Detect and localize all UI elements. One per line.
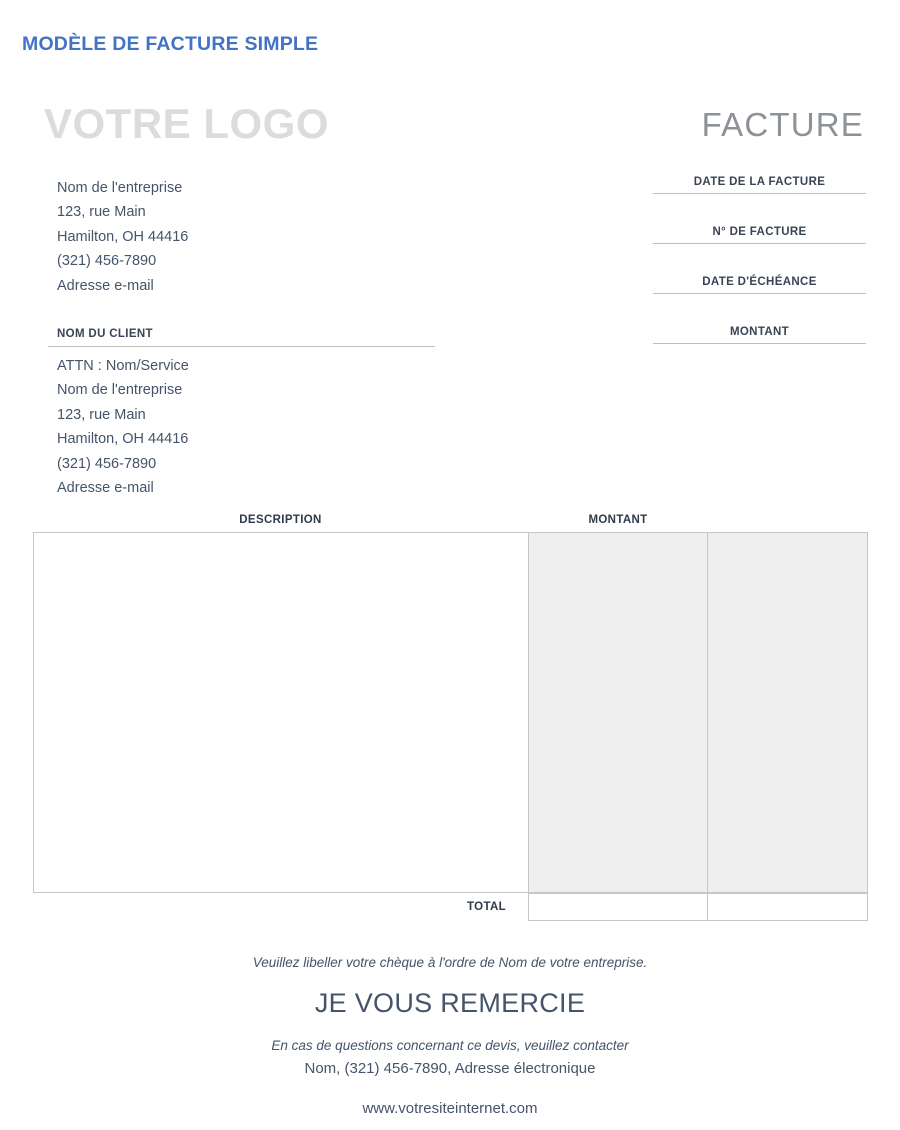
website-link[interactable]: www.votresiteinternet.com (362, 1100, 538, 1117)
invoice-number-input[interactable] (653, 244, 866, 261)
contact-intro-text: En cas de questions concernant ce devis, veuillez contacter (271, 1038, 629, 1053)
client-line[interactable]: 123, rue Main (57, 406, 146, 423)
company-line[interactable]: Nom de l'entreprise (57, 180, 183, 196)
page-title: MODÈLE DE FACTURE SIMPLE (22, 33, 319, 55)
field-label: N° DE FACTURE (712, 226, 807, 238)
field-invoice-date (653, 176, 866, 211)
total-label: TOTAL (466, 901, 506, 913)
client-address-block (57, 354, 397, 500)
check-payable-note: Veuillez libeller votre chèque à l'ordre de Nom de votre entreprise. (252, 955, 648, 970)
amount-entry-column-primary[interactable] (528, 533, 708, 892)
client-name-label[interactable]: NOM DU CLIENT (57, 328, 153, 340)
client-divider (48, 346, 435, 347)
field-invoice-number (653, 226, 866, 261)
client-line[interactable]: ATTN : Nom/Service (57, 358, 189, 374)
client-line[interactable]: Hamilton, OH 44416 (57, 431, 189, 448)
field-due-date (653, 276, 866, 311)
company-line[interactable]: 123, rue Main (57, 204, 146, 221)
total-value-cell[interactable] (528, 893, 708, 921)
field-amount-due (653, 326, 866, 361)
company-line[interactable]: Adresse e-mail (57, 277, 154, 294)
company-address-block (57, 176, 387, 298)
thank-you-message: JE VOUS REMERCIE (314, 988, 586, 1018)
field-label: DATE D'ÉCHÉANCE (702, 276, 817, 288)
invoice-date-input[interactable] (653, 194, 866, 211)
client-line[interactable]: Adresse e-mail (57, 480, 154, 497)
client-heading-block (48, 328, 435, 347)
column-header-amount: MONTANT (588, 514, 648, 526)
client-line[interactable]: (321) 456-7890 (57, 455, 157, 472)
amount-due-input[interactable] (653, 344, 866, 361)
company-line[interactable]: Hamilton, OH 44416 (57, 228, 189, 245)
total-row (33, 893, 868, 921)
column-header-description: DESCRIPTION (239, 514, 322, 526)
logo-placeholder[interactable]: VOTRE LOGO (44, 100, 330, 147)
due-date-input[interactable] (653, 294, 866, 311)
contact-details[interactable]: Nom, (321) 456-7890, Adresse électronique (304, 1060, 596, 1077)
amount-entry-column-secondary[interactable] (708, 533, 867, 892)
footer (0, 953, 900, 1121)
field-label: DATE DE LA FACTURE (693, 176, 826, 188)
company-line[interactable]: (321) 456-7890 (57, 253, 157, 270)
line-items-table (33, 532, 868, 893)
total-value-cell-secondary[interactable] (708, 893, 868, 921)
invoice-heading: FACTURE (701, 106, 864, 143)
description-entry-area[interactable] (34, 533, 528, 892)
client-line[interactable]: Nom de l'entreprise (57, 382, 183, 399)
field-label: MONTANT (729, 326, 790, 338)
